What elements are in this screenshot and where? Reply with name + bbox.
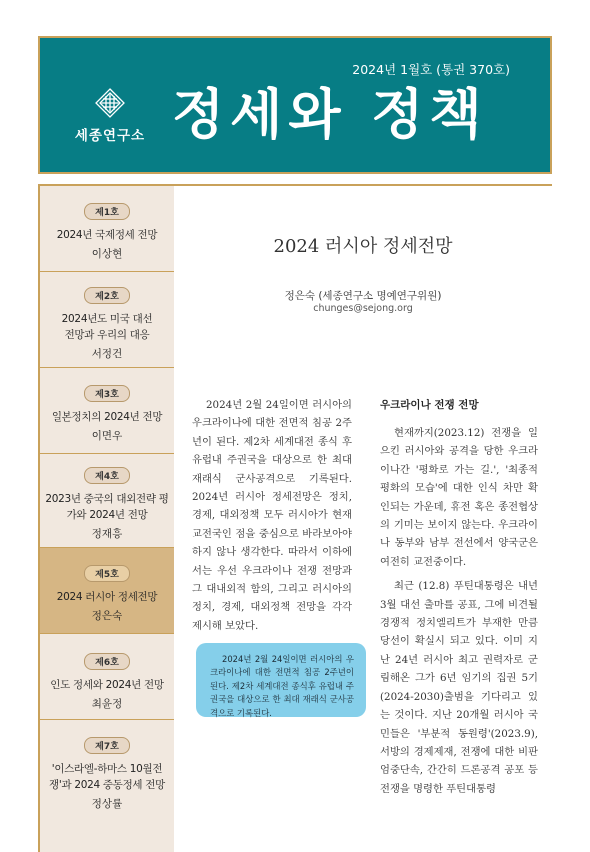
sidebar-item-title: 2024 러시아 정세전망: [56, 591, 158, 603]
publication-title: 정세와 정책: [172, 83, 488, 146]
article-column-left: [192, 396, 352, 641]
sidebar-item-author: 정은숙: [91, 610, 123, 622]
sidebar-item-author: 이면우: [91, 430, 123, 442]
body-paragraph: 현재까지(2023.12) 전쟁을 일으킨 러시아와 공격을 당한 우크라이나간 '평화로 가는 길.', '최종적 평화의 모습'에 대한 인식 차만 확인되는 가운데, 휴전 혹은 종전협상의 기미는 보이지 않는다. 우크라이나 동부와 남부 전선에서 양국군은 여전히 교전중이다.: [380, 427, 538, 568]
issue-sidebar: [40, 186, 174, 852]
article: [174, 186, 552, 852]
sidebar-item-5[interactable]: [40, 548, 174, 634]
issue-info: 2024년 1월호 (통권 370호): [352, 62, 510, 77]
sidebar-item-title: 2024년 국제정세 전망: [56, 229, 158, 241]
logo-text: 세종연구소: [74, 128, 146, 144]
sidebar-item-author: 이상현: [91, 248, 123, 260]
sidebar-item-4[interactable]: [40, 454, 174, 548]
issue-badge: 제3호: [84, 385, 130, 402]
sidebar-item-title: 2024년도 미국 대선 전망과 우리의 대응: [61, 313, 153, 341]
sidebar-item-2[interactable]: [40, 272, 174, 368]
sidebar-item-author: 서정건: [91, 348, 123, 360]
sidebar-item-7[interactable]: [40, 720, 174, 822]
sidebar-item-author: 정상률: [91, 798, 123, 810]
sidebar-item-title: 2023년 중국의 대외전략 평가와 2024년 전망: [45, 493, 169, 521]
sidebar-item-1[interactable]: [40, 186, 174, 272]
issue-badge: 제6호: [84, 653, 130, 670]
intro-paragraph: 2024년 2월 24일이면 러시아의 우크라이나에 대한 전면적 침공 2주년이 된다. 제2차 세계대전 종식 후 유럽내 주권국을 대상으로 한 최대 재래식 군사공격으로 기록된다. 2024년 러시아 정세전망은 정치, 경제, 대외정책 모두 러시아가 현재 교전국인 점을 중심으로 바라보아야 하지 않나 생각한다. 따라서 이하에서는 우선 우크라이나 전쟁 전망과 그 대내외적 함의, 그리고 러시아의 정치, 경제, 대외정책 전망을 각각 제시해 보았다.: [192, 399, 352, 632]
issue-badge: 제1호: [84, 203, 130, 220]
sidebar-item-title: '이스라엘-하마스 10월전쟁'과 2024 중동정세 전망: [49, 763, 165, 791]
body-paragraph: 최근 (12.8) 푸틴대통령은 내년 3월 대선 출마를 공표, 그에 비견될 경쟁적 정치엘리트가 부재한 만큼 당선이 확실시 되고 있다. 이미 지난 24년 러시아 최고 권력자로 군림해온 그가 6년 임기의 집권 5기(2024-2030)출범을 기다리고 있는 것이다. 지난 20개월 러시아 국민들은 '부분적 동원령'(2023.9), 서방의 경제제재, 전쟁에 대한 비판 엄중단속, 간간히 드론공격 공포 등 전쟁을 명령한 푸틴대통령: [380, 580, 538, 795]
section-heading: 우크라이나 전쟁 전망: [380, 399, 479, 411]
issue-badge: 제4호: [84, 467, 130, 484]
article-column-right: [380, 396, 538, 804]
sidebar-item-title: 인도 정세와 2024년 전망: [50, 679, 164, 691]
sidebar-item-author: 정재흥: [91, 528, 123, 540]
summary-callout: 2024년 2월 24일이면 러시아의 우크라이나에 대한 전면적 침공 2주년이 된다. 제2차 세계대전 종식후 유럽내 주권국을 대상으로 한 최대 재래식 군사공격으로 기록된다.: [196, 643, 366, 717]
masthead: [38, 36, 552, 174]
issue-badge: 제2호: [84, 287, 130, 304]
sejong-logo[interactable]: [66, 88, 154, 144]
sejong-emblem-icon: [95, 88, 125, 118]
issue-badge: 제7호: [84, 737, 130, 754]
sidebar-item-title: 일본정치의 2024년 전망: [51, 411, 163, 423]
content-frame: [38, 184, 552, 852]
article-author: 정은숙 (세종연구소 명예연구위원): [284, 290, 442, 302]
author-email[interactable]: chunges@sejong.org: [313, 303, 413, 314]
sidebar-item-author: 최윤정: [91, 698, 123, 710]
article-title: 2024 러시아 정세전망: [273, 236, 453, 257]
issue-badge: 제5호: [84, 565, 130, 582]
sidebar-item-6[interactable]: [40, 634, 174, 720]
sidebar-item-3[interactable]: [40, 368, 174, 454]
